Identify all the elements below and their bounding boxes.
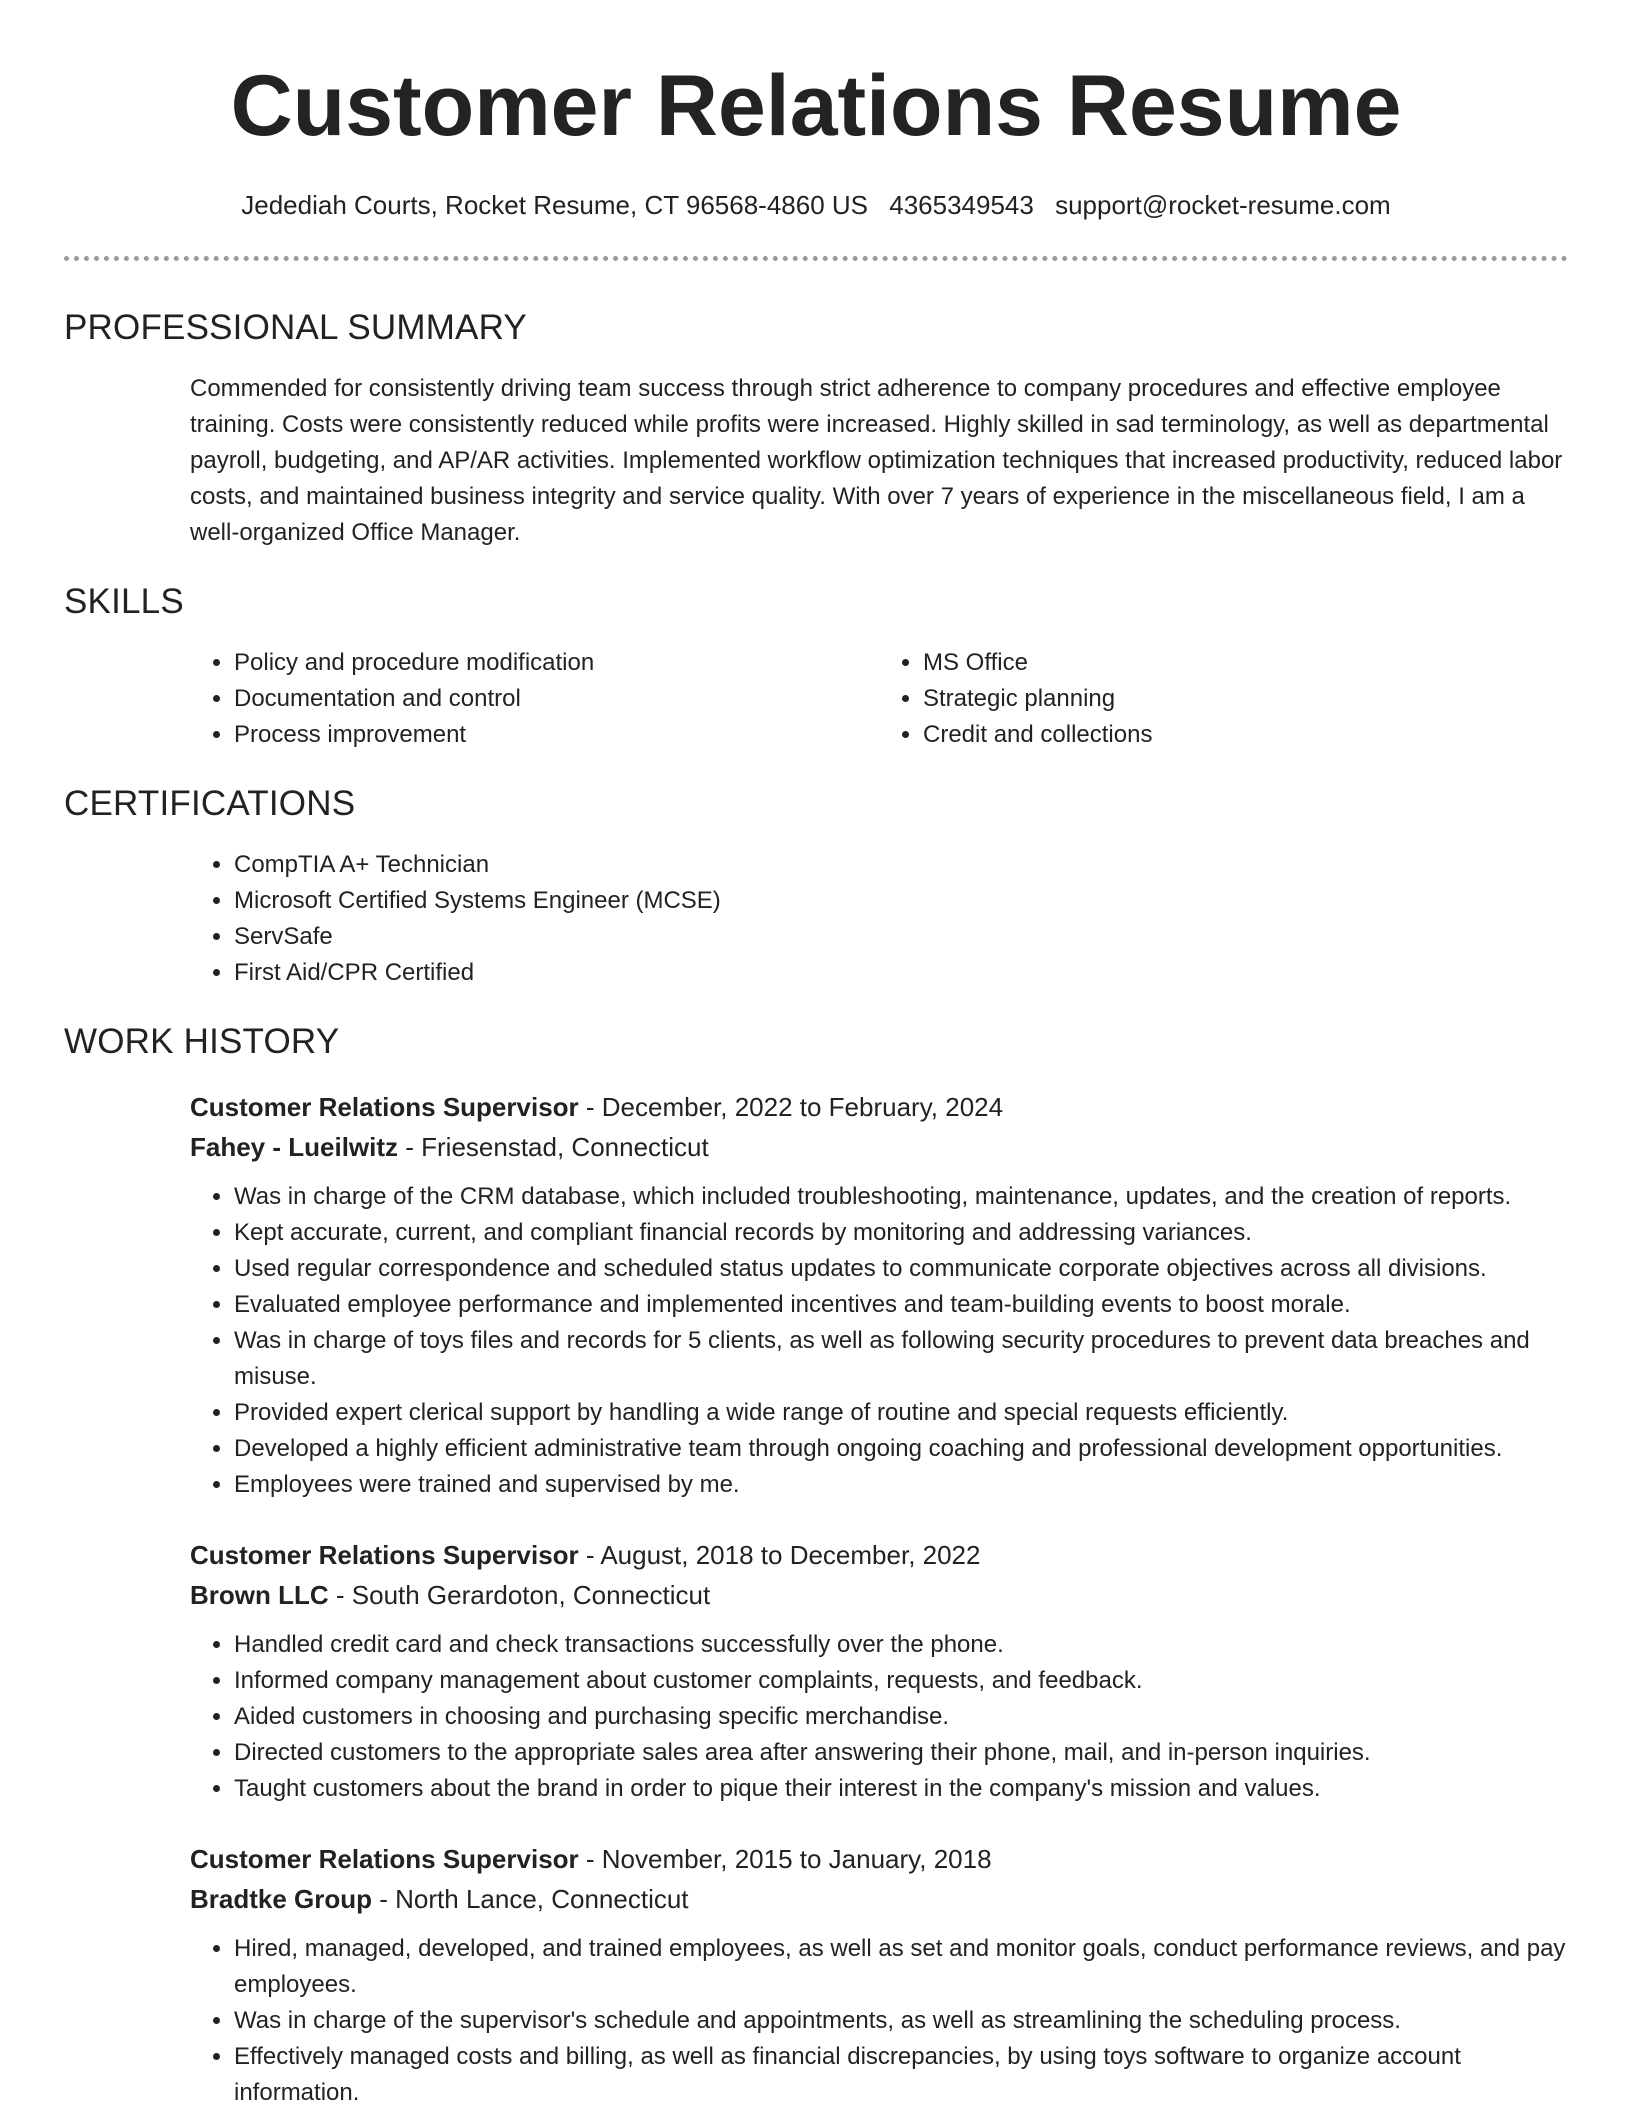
job-dates: - December, 2022 to February, 2024 xyxy=(578,1092,1004,1122)
job-location: - North Lance, Connecticut xyxy=(372,1884,689,1914)
contact-email: support@rocket-resume.com xyxy=(1055,190,1391,220)
job-title-line xyxy=(190,1087,1568,1127)
job-title: Customer Relations Supervisor xyxy=(190,1540,579,1570)
job-bullet: • Directed customers to the appropriate sales area after answering their phone, mail, and in-person inquiries. xyxy=(234,1735,1568,1771)
resume-title: Customer Relations Resume xyxy=(230,58,1402,154)
job-company: Fahey - Lueilwitz xyxy=(190,1132,399,1162)
contact-line xyxy=(64,188,1568,222)
contact-phone: 4365349543 xyxy=(889,190,1034,220)
certifications-heading: CERTIFICATIONS xyxy=(64,784,356,823)
job-bullets xyxy=(190,1179,1568,1503)
skill-item: • MS Office xyxy=(923,645,1568,681)
job-bullet: • Provided expert clerical support by handling a wide range of routine and special requests efficiently. xyxy=(234,1395,1568,1431)
certification-item: • Microsoft Certified Systems Engineer (MCSE) xyxy=(234,883,1568,919)
job-bullet: • Used regular correspondence and scheduled status updates to communicate corporate objectives across all divisions. xyxy=(234,1251,1568,1287)
job-bullet: • Aided customers in choosing and purchasing specific merchandise. xyxy=(234,1699,1568,1735)
summary-text: Commended for consistently driving team success through strict adherence to company procedures and effective employee training. Costs were consistently reduced while profits were increased. Highly skilled in sad terminology, as well as departmental payroll, budgeting, and AP/AR activities. Implemented workflow optimization techniques that increased productivity, reduced labor costs, and maintained business integrity and service quality. With over 7 years of experience in the miscellaneous field, I am a well-organized Office Manager. xyxy=(190,375,1563,546)
summary-heading: PROFESSIONAL SUMMARY xyxy=(64,308,527,347)
job-location: - Friesenstad, Connecticut xyxy=(398,1132,709,1162)
job-bullet: • Handled credit card and check transactions successfully over the phone. xyxy=(234,1627,1568,1663)
skill-item: • Strategic planning xyxy=(923,681,1568,717)
skill-item: • Credit and collections xyxy=(923,717,1568,753)
job-bullet: • Kept accurate, current, and compliant financial records by monitoring and addressing variances. xyxy=(234,1215,1568,1251)
skill-item: • Documentation and control xyxy=(234,681,879,717)
job-bullet: • Employees were trained and supervised by me. xyxy=(234,1467,1568,1503)
job-bullet: • Taught customers about the brand in order to pique their interest in the company's mission and values. xyxy=(234,1771,1568,1807)
skill-item: • Policy and procedure modification xyxy=(234,645,879,681)
job-dates: - August, 2018 to December, 2022 xyxy=(578,1540,981,1570)
job-bullet: • Evaluated employee performance and implemented incentives and team-building events to boost morale. xyxy=(234,1287,1568,1323)
job-company-line xyxy=(190,1127,1568,1167)
skills-list-right xyxy=(879,645,1568,753)
job-entry xyxy=(190,1535,1568,1807)
job-bullet: • Effectively managed costs and billing, as well as financial discrepancies, by using toys software to organize account information. xyxy=(234,2039,1568,2111)
job-bullets xyxy=(190,1931,1568,2111)
job-bullet: • Hired, managed, developed, and trained employees, as well as set and monitor goals, conduct performance reviews, and pay employees. xyxy=(234,1931,1568,2003)
job-bullet: • Was in charge of the supervisor's schedule and appointments, as well as streamlining the scheduling process. xyxy=(234,2003,1568,2039)
job-location: - South Gerardoton, Connecticut xyxy=(328,1580,711,1610)
job-company: Bradtke Group xyxy=(190,1884,373,1914)
job-company-line xyxy=(190,1575,1568,1615)
job-company: Brown LLC xyxy=(190,1580,329,1610)
job-bullet: • Was in charge of toys files and records for 5 clients, as well as following security procedures to prevent data breaches and misuse. xyxy=(234,1323,1568,1395)
job-title: Customer Relations Supervisor xyxy=(190,1844,579,1874)
job-dates: - November, 2015 to January, 2018 xyxy=(578,1844,992,1874)
job-entry xyxy=(190,1087,1568,1503)
skills-list-left xyxy=(190,645,879,753)
contact-address: Jedediah Courts, Rocket Resume, CT 96568-4860 US xyxy=(241,190,869,220)
job-bullet: • Developed a highly efficient administrative team through ongoing coaching and professional development opportunities. xyxy=(234,1431,1568,1467)
skill-item: • Process improvement xyxy=(234,717,879,753)
skills-heading: SKILLS xyxy=(64,582,184,621)
header-divider xyxy=(64,256,1568,261)
job-company-line xyxy=(190,1879,1568,1919)
certifications-list xyxy=(190,847,1568,991)
job-title-line xyxy=(190,1535,1568,1575)
skills-columns xyxy=(190,645,1568,753)
certification-item: • First Aid/CPR Certified xyxy=(234,955,1568,991)
job-entry xyxy=(190,1839,1568,2111)
certification-item: • CompTIA A+ Technician xyxy=(234,847,1568,883)
job-title-line xyxy=(190,1839,1568,1879)
job-bullets xyxy=(190,1627,1568,1807)
certification-item: • ServSafe xyxy=(234,919,1568,955)
job-bullet: • Informed company management about customer complaints, requests, and feedback. xyxy=(234,1663,1568,1699)
job-title: Customer Relations Supervisor xyxy=(190,1092,579,1122)
job-bullet: • Was in charge of the CRM database, which included troubleshooting, maintenance, updates, and the creation of reports. xyxy=(234,1179,1568,1215)
work-history-heading: WORK HISTORY xyxy=(64,1022,340,1061)
certifications-block xyxy=(190,847,1568,991)
